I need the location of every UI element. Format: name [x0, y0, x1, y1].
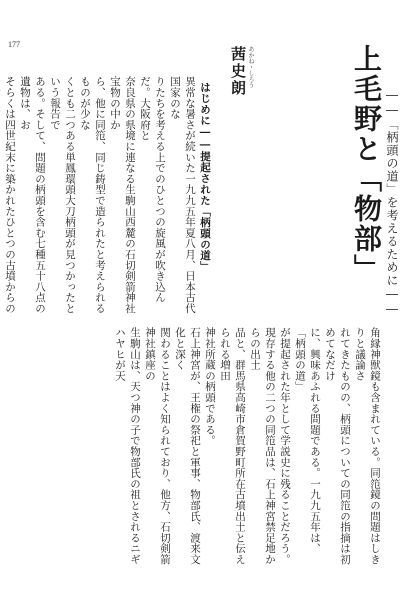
- text-line: 品と、群馬県高崎市倉賀野町所在古墳出土と伝えられる増田: [219, 327, 246, 565]
- text-line: 異常な暑さが続いた一九九五年夏八月、日本古代国家のな: [169, 76, 196, 314]
- text-line: 石上神宮が、王権の祭祀と軍事、物部氏、渡来文化と深く: [174, 327, 201, 565]
- text-line: 角縁神獣鏡も含まれている。同笵鏡の問題はしきりと議論さ: [354, 327, 381, 565]
- text-line: ある。そして、問題の柄頭を含む七種五十八点の遺物は、お: [19, 76, 46, 314]
- author-reading: あかね・しろう: [247, 46, 254, 88]
- text-line: りたちを考える上でのひとつの旋風が吹き込んだ。大阪府と: [139, 76, 166, 303]
- text-line: 奈良県の県境に連なる生駒山西麓の石切剣箭神社宝物の中か: [109, 76, 136, 314]
- text-line: 関わることはよく知られており、他方、石切剣箭神社鎮座の: [144, 327, 171, 565]
- section-heading: はじめに――提起された「柄頭の道」: [199, 82, 211, 272]
- text-line: くとも二つある単鳳環頭大刀柄頭が見つかったという報告で: [49, 76, 76, 314]
- text-line: 現存する他の二つの同笵品は、石上神宮禁足地からの出土: [249, 327, 276, 565]
- page-number: 177: [8, 40, 20, 49]
- text-line: ら、他に同笵、同じ鋳型で造られたと考えられるものが少な: [79, 76, 106, 314]
- text-line: 神社所蔵の柄頭である。: [204, 327, 216, 446]
- text-line: れてきたものの、柄頭についての同笵の指摘は初めてなだけ: [324, 327, 351, 565]
- upper-text-block: [4, 76, 197, 316]
- article-title: 上毛野と「物部」: [350, 44, 383, 284]
- text-line: が提起された年として学説史に残ることだろう。: [279, 327, 291, 565]
- text-line: 生駒山は、天つ神の子で物部氏の祖とされるニギハヤヒが天: [114, 327, 141, 565]
- text-line: そらくは四世紀末に築かれたひとつの古墳からの: [4, 76, 16, 314]
- text-line: に、興味あふれる問題である。一九九五年は、「柄頭の道」: [294, 327, 321, 554]
- lower-text-block: [114, 327, 382, 567]
- author-name: 茜史朗: [229, 46, 247, 97]
- article-subtitle: ――「柄頭の道」を考えるために――: [385, 88, 399, 317]
